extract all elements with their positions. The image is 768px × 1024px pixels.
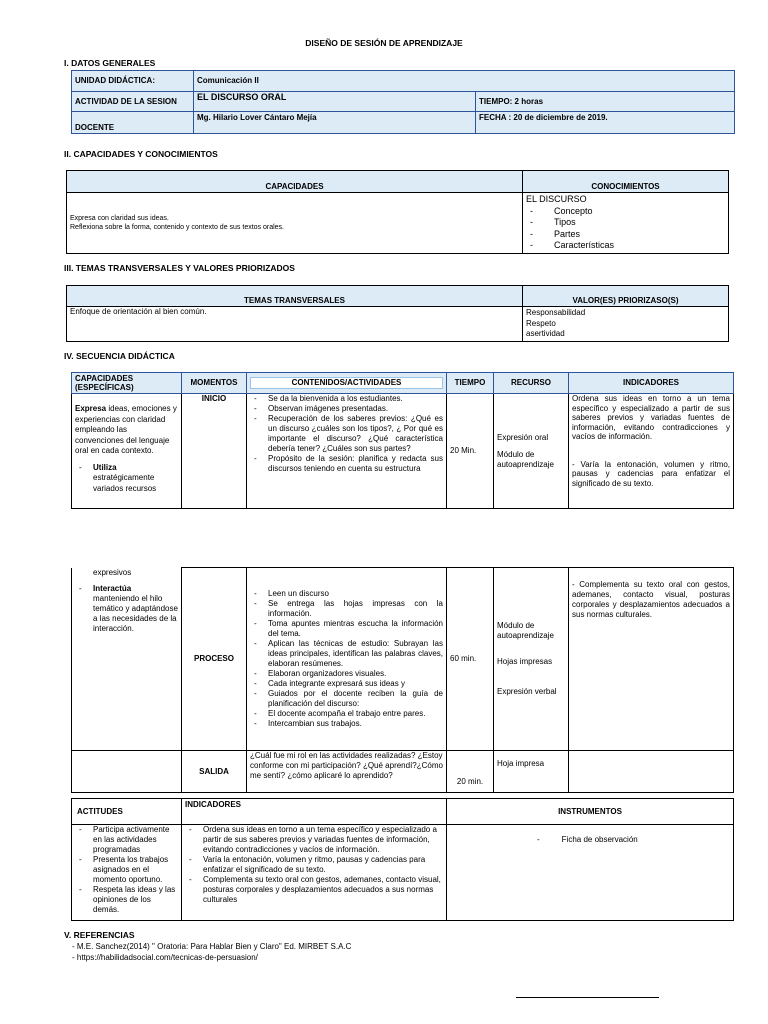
signature-line xyxy=(516,997,659,998)
indicador-eval-item: - Complementa su texto oral con gestos, ademanes, contacto visual, posturas corporales y desplazamientos adecuados a sus normas culturales xyxy=(185,875,443,905)
referencia-item: - M.E. Sanchez(2014) " Oratoria: Para Hablar Bien y Claro" Ed. MIRBET S.A.C xyxy=(72,942,352,951)
proceso-indicador: - Complementa su texto oral con gestos, ademanes, contacto visual, posturas corporales y desplazamientos adecuados a sus normas culturales. xyxy=(569,568,734,751)
conocimientos-title: EL DISCURSO xyxy=(526,194,587,204)
valor-item: Respeto xyxy=(526,318,556,328)
docente-label: DOCENTE xyxy=(72,112,194,134)
col-temas: TEMAS TRANSVERSALES xyxy=(67,286,523,307)
capacidades-table xyxy=(66,170,729,254)
col-tiempo: TIEMPO xyxy=(447,373,494,394)
col-momentos: MOMENTOS xyxy=(182,373,247,394)
temas-table xyxy=(66,285,729,342)
col-actitudes: ACTITUDES xyxy=(72,799,182,825)
inicio-item: - Recuperación de los saberes previos: ¿Qué es un discurso ¿cuáles son los tipos?, ¿ Por qué es importante el discurso? ¿Qué característica debería tener? ¿Cuáles son sus partes? xyxy=(250,414,443,454)
capacidad-expresa-text: ideas, emociones y experiencias con claridad empleando las convenciones del lenguaje oral en cada contexto. xyxy=(75,404,177,455)
section-heading-secuencia: IV. SECUENCIA DIDÁCTICA xyxy=(64,351,175,361)
conocimiento-item: - Concepto xyxy=(526,206,725,218)
col-instrumentos: INSTRUMENTOS xyxy=(447,799,734,825)
conocimiento-item: - Tipos xyxy=(526,217,725,229)
conocimiento-item: - Partes xyxy=(526,229,725,241)
instrumento-value: Ficha de observación xyxy=(561,835,638,844)
col-capacidades-especificas: CAPACIDADES (ESPECÍFICAS) xyxy=(72,373,182,394)
col-indicadores: INDICADORES xyxy=(569,373,734,394)
inicio-recurso: Expresión oral xyxy=(497,432,549,442)
col-recurso: RECURSO xyxy=(494,373,569,394)
evaluacion-table: ACTITUDES INDICADORES INSTRUMENTOS - Participa activamente en las actividades programadas - Presenta los trabajos asignados en el momento oportuno. - Respeta las ideas y las opiniones de los demás. - Ordena sus ideas en torno a un tema específico y especializado a partir de sus saberes previos y variadas fuentes de información, evitando contradicciones y vacíos de información. - Varía la entonación, volumen y ritmo, pausas y cadencias para enfatizar el significado de su texto. - Complementa su texto oral con gestos, ademanes, contacto visual, posturas corporales y desplazamientos adecuados a sus normas culturales - Ficha de observación xyxy=(71,798,734,921)
proceso-item: - El docente acompaña el trabajo entre pares. xyxy=(250,709,443,719)
salida-text: ¿Cuál fue mi rol en las actividades realizadas? ¿Estoy conforme con mi participación? ¿Qué aprendí?¿Cómo me sentí? ¿cómo aplicaré lo aprendido? xyxy=(247,751,447,793)
unidad-value: Comunicación II xyxy=(194,71,735,92)
momento-salida: SALIDA xyxy=(182,751,247,793)
proceso-item: - Guiados por el docente reciben la guía de planificación del discurso: xyxy=(250,689,443,709)
capacidad-interactua-verb: Interactúa xyxy=(93,583,132,593)
section-heading-capacidades: II. CAPACIDADES Y CONOCIMIENTOS xyxy=(64,149,218,159)
secuencia-table-part1: CAPACIDADES (ESPECÍFICAS) MOMENTOS CONTENIDOS/ACTIVIDADES TIEMPO RECURSO INDICADORES Expresa ideas, emociones y experiencias con claridad empleando las convenciones del lenguaje oral en cada contexto. - Utiliza estratégicamente variados recursos INICIO - Se da la bienvenida a los estudiantes. - Observan imágenes presentadas. - Recuperación de los saberes previos: ¿Qué es un discurso ¿cuáles son los tipos?, ¿ Por qué es importante el discurso? ¿Qué característica debería tener? ¿Cuáles son sus partes? - Propósito de la sesión: planifica y redacta sus discursos teniendo en cuenta su estructura 20 Min. Expresión oral Módulo de autoaprendizaje Ordena sus ideas en torno a un tema específico y especializado a partir de sus saberes previos y variadas fuentes de información, evitando contradicciones y vacíos de información. - Varía la entonación, volumen y ritmo, pausas y cadencias para enfatizar el significado de su texto. xyxy=(71,372,734,509)
salida-recurso: Hoja impresa xyxy=(494,751,569,793)
proceso-item: - Cada integrante expresará sus ideas y xyxy=(250,679,443,689)
tema-value: Enfoque de orientación al bien común. xyxy=(67,307,523,342)
actitud-item: - Participa activamente en las actividades programadas xyxy=(75,825,178,855)
proceso-item: - Se entrega las hojas impresas con la información. xyxy=(250,599,443,619)
indicador-eval-item: - Varía la entonación, volumen y ritmo, pausas y cadencias para enfatizar el significado de su texto. xyxy=(185,855,443,875)
capacidad-utiliza-verb: Utiliza xyxy=(93,462,117,472)
capacidad-expresivos: expresivos xyxy=(93,567,132,577)
capacidad-utiliza-text: estratégicamente variados recursos xyxy=(93,473,157,493)
inicio-item: - Propósito de la sesión: planifica y redacta sus discursos teniendo en cuenta su estructura xyxy=(250,454,443,474)
inicio-tiempo: 20 Min. xyxy=(447,394,494,509)
proceso-item: - Aplican las técnicas de estudio: Subrayan las ideas principales, identifican las palabras claves, elaboran resúmenes. xyxy=(250,639,443,669)
proceso-tiempo: 60 min. xyxy=(447,568,494,751)
salida-tiempo: 20 min. xyxy=(447,751,494,793)
proceso-recurso: Hojas impresas xyxy=(497,657,553,666)
proceso-item: - Leen un discurso xyxy=(250,589,443,599)
section-heading-referencias: V. REFERENCIAS xyxy=(64,930,135,940)
unidad-label: UNIDAD DIDÁCTICA: xyxy=(72,71,194,92)
proceso-recurso: Expresión verbal xyxy=(497,687,557,696)
fecha-value: FECHA : 20 de diciembre de 2019. xyxy=(476,112,735,134)
actividad-value: EL DISCURSO ORAL xyxy=(194,92,476,112)
capacidad-item: Reflexiona sobre la forma, contenido y contexto de sus textos orales. xyxy=(70,223,285,231)
inicio-item: - Observan imágenes presentadas. xyxy=(250,404,443,414)
col-capacidades: CAPACIDADES xyxy=(67,171,523,193)
proceso-recurso: Módulo de autoaprendizaje xyxy=(497,621,554,640)
tiempo-value: TIEMPO: 2 horas xyxy=(476,92,735,112)
capacidad-item: Expresa con claridad sus ideas. xyxy=(70,214,169,222)
document-title: DISEÑO DE SESIÓN DE APRENDIZAJE xyxy=(305,38,463,48)
col-valores: VALOR(ES) PRIORIZASO(S) xyxy=(523,286,729,307)
actividad-label: ACTIVIDAD DE LA SESION xyxy=(72,92,194,112)
conocimiento-item: - Características xyxy=(526,240,725,252)
capacidad-interactua-text: manteniendo el hilo temático y adaptándose a las necesidades de la interacción. xyxy=(93,593,178,633)
indicador-varia: - Varía la entonación, volumen y ritmo, pausas y cadencias para enfatizar el significado de su texto. xyxy=(572,459,730,488)
indicador-eval-item: - Ordena sus ideas en torno a un tema específico y especializado a partir de sus saberes previos y variadas fuentes de información, evitando contradicciones y vacíos de información. xyxy=(185,825,443,855)
proceso-item: - Toma apuntes mientras escucha la información del tema. xyxy=(250,619,443,639)
section-heading-datos: I. DATOS GENERALES xyxy=(64,58,156,68)
datos-generales-table xyxy=(71,70,735,134)
inicio-recurso: Módulo de autoaprendizaje xyxy=(497,449,554,469)
actitud-item: - Respeta las ideas y las opiniones de los demás. xyxy=(75,885,178,915)
indicador-ordena: Ordena sus ideas en torno a un tema específico y especializado a partir de sus saberes previos y variadas fuentes de información, evitando contradicciones y vacíos de información. xyxy=(572,394,730,441)
capacidad-expresa xyxy=(75,404,178,457)
section-heading-temas: III. TEMAS TRANSVERSALES Y VALORES PRIORIZADOS xyxy=(64,263,295,273)
proceso-item: - Intercambian sus trabajos. xyxy=(250,719,443,729)
valor-item: asertividad xyxy=(526,329,565,338)
col-indicadores-eval: INDICADORES xyxy=(182,799,447,825)
momento-inicio: INICIO xyxy=(182,394,247,509)
actitud-item: - Presenta los trabajos asignados en el momento oportuno. xyxy=(75,855,178,885)
inicio-item: - Se da la bienvenida a los estudiantes. xyxy=(250,394,443,404)
col-conocimientos: CONOCIMIENTOS xyxy=(523,171,729,193)
referencia-item: - https://habilidadsocial.com/tecnicas-de-persuasion/ xyxy=(72,953,258,962)
valor-item: Responsabilidad xyxy=(526,308,586,317)
docente-value: Mg. Hilario Lover Cántaro Mejía xyxy=(194,112,476,134)
proceso-item: - Elaboran organizadores visuales. xyxy=(250,669,443,679)
capacidad-expresa-verb: Expresa xyxy=(75,404,107,413)
secuencia-table-part2: expresivos - Interactúa manteniendo el hilo temático y adaptándose a las necesidades de la interacción. PROCESO - Leen un discurso - Se entrega las hojas impresas con la información. - Toma apuntes mientras escucha la información del tema. - Aplican las técnicas de estudio: Subrayan las ideas principales, identifican las palabras claves, elaboran resúmenes. - Elaboran organizadores visuales. - Cada integrante expresará sus ideas y - Guiados por el docente reciben la guía de planificación del discurso: - El docente acompaña el trabajo entre pares. - Intercambian sus trabajos. 60 min. Módulo de autoaprendizaje Hojas impresas Expresión verbal - Complementa su texto oral con gestos, ademanes, contacto visual, posturas corporales y desplazamientos adecuados a sus normas culturales. SALIDA ¿Cuál fue mi rol en las actividades realizadas? ¿Estoy conforme con mi participación? ¿Qué aprendí?¿Cómo me sentí? ¿cómo aplicaré lo aprendido? 20 min. Hoja impresa xyxy=(71,567,734,793)
col-contenidos: CONTENIDOS/ACTIVIDADES xyxy=(250,377,443,389)
momento-proceso: PROCESO xyxy=(182,568,247,751)
